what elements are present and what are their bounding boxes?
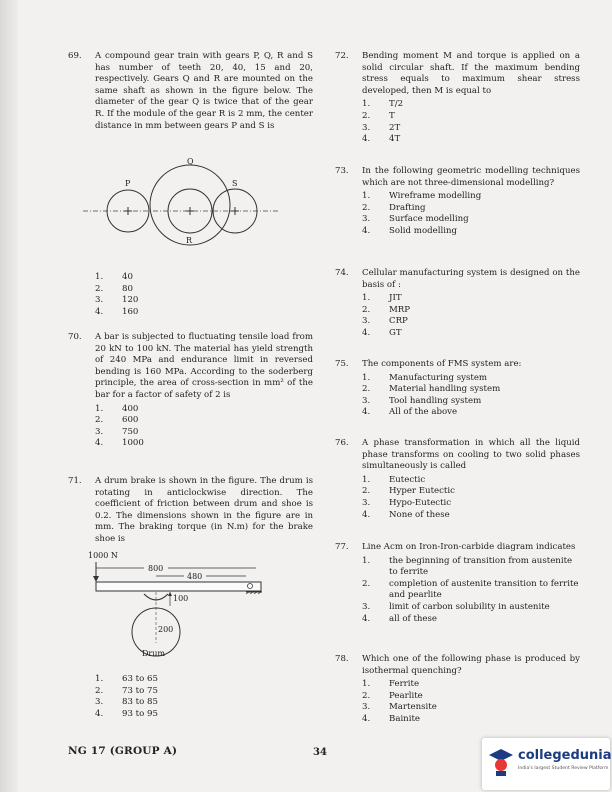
question-number: 73. bbox=[335, 166, 349, 176]
question-text: A bar is subjected to fluctuating tensile load from 20 kN to 100 kN. The material has yield strength of 240 MPa and endurance limit in reversed bending is 160 MPa. According to the soderberg principle, the area of cross-section in mm² of the bar for a factor of safety of 2 is bbox=[95, 332, 313, 400]
option[interactable]: 2. T bbox=[362, 110, 395, 121]
question-75 bbox=[335, 359, 580, 419]
option[interactable]: 1. the beginning of transition from austenite to ferrite bbox=[362, 555, 573, 578]
question-71 bbox=[68, 476, 313, 546]
option[interactable]: 2. Material handling system bbox=[362, 384, 501, 395]
dim-800: 800 bbox=[148, 564, 164, 573]
option[interactable]: 4. 1000 bbox=[95, 438, 144, 449]
question-text: A phase transformation in which all the liquid phase transforms on cooling to two solid phases simultaneously is called bbox=[362, 438, 580, 472]
page-edge bbox=[0, 0, 18, 792]
option[interactable]: 2. Drafting bbox=[362, 202, 426, 213]
option[interactable]: 1. 63 to 65 bbox=[95, 674, 158, 684]
option[interactable]: 1. T/2 bbox=[362, 99, 404, 110]
option[interactable]: 4. 93 to 95 bbox=[95, 708, 158, 719]
question-76 bbox=[335, 438, 580, 521]
question-number: 76. bbox=[335, 438, 349, 448]
gear-label-r: R bbox=[186, 236, 193, 245]
option[interactable]: 2. 73 to 75 bbox=[95, 685, 158, 696]
question-70-options bbox=[95, 404, 313, 450]
question-text: A drum brake is shown in the figure. The drum is rotating in anticlockwise direction. The coefficient of friction between drum and shoe is 0.2. The dimensions shown in the figure are in mm. The braking torque (in N.m) for the brake shoe is bbox=[95, 476, 313, 544]
dim-100: 100 bbox=[173, 594, 189, 603]
option[interactable]: 3. CRP bbox=[362, 316, 408, 327]
question-text: Cellular manufacturing system is designed on the basis of : bbox=[362, 268, 580, 290]
option[interactable]: 1. Eutectic bbox=[362, 474, 426, 485]
question-78 bbox=[335, 654, 580, 726]
option[interactable]: 3. Tool handling system bbox=[362, 395, 482, 406]
question-number: 78. bbox=[335, 654, 349, 664]
question-number: 69. bbox=[68, 51, 82, 61]
brand-name: collegedunia bbox=[518, 748, 612, 763]
question-77 bbox=[335, 542, 580, 625]
option[interactable]: 3. 83 to 85 bbox=[95, 697, 158, 708]
question-71-options bbox=[95, 674, 313, 720]
option[interactable]: 1. Ferrite bbox=[362, 679, 420, 690]
dim-200: 200 bbox=[158, 625, 174, 634]
dim-480: 480 bbox=[187, 572, 203, 581]
gear-label-q: Q bbox=[187, 158, 194, 166]
option[interactable]: 3. 2T bbox=[362, 122, 401, 133]
option[interactable]: 4. GT bbox=[362, 327, 402, 338]
option[interactable]: 4. Bainite bbox=[362, 713, 421, 724]
question-78-options bbox=[362, 679, 580, 725]
question-70 bbox=[68, 332, 313, 450]
question-74 bbox=[335, 268, 580, 340]
option[interactable]: 2. completion of austenite transition to ferrite and pearlite bbox=[362, 578, 579, 601]
question-text: A compound gear train with gears P, Q, R and S has number of teeth 20, 40, 15 and 20, respectively. Gears Q and R are mounted on the same shaft as shown in the figure below. The diameter of the gear Q is twice that of the gear R. If the module of the gear R is 2 mm, the center distance in mm between gears P and S is bbox=[95, 51, 313, 131]
option[interactable]: 2. Hyper Eutectic bbox=[362, 486, 455, 497]
option[interactable]: 3. 120 bbox=[95, 295, 139, 306]
gear-train-figure bbox=[83, 158, 288, 258]
option[interactable]: 2. 80 bbox=[95, 283, 133, 294]
option[interactable]: 4. None of these bbox=[362, 509, 450, 520]
question-text: Which one of the following phase is produced by isothermal quenching? bbox=[362, 654, 580, 676]
option[interactable]: 3. Hypo-Eutectic bbox=[362, 497, 452, 508]
question-76-options bbox=[362, 475, 580, 521]
option[interactable]: 2. Pearlite bbox=[362, 690, 423, 701]
force-label: 1000 N bbox=[88, 551, 118, 560]
option[interactable]: 4. 160 bbox=[95, 306, 139, 317]
option[interactable]: 1. 40 bbox=[95, 272, 133, 282]
option[interactable]: 3. Surface modelling bbox=[362, 214, 469, 225]
question-69 bbox=[68, 51, 313, 132]
question-text: The components of FMS system are: bbox=[362, 359, 522, 369]
question-number: 77. bbox=[335, 542, 349, 552]
option[interactable]: 4. All of the above bbox=[362, 407, 458, 418]
question-number: 74. bbox=[335, 268, 349, 278]
question-77-options bbox=[362, 556, 580, 626]
brand-tagline: India's largest Student Review Platform bbox=[518, 766, 609, 771]
option[interactable]: 1. 400 bbox=[95, 403, 139, 414]
question-text: Bending moment M and torque is applied on a solid circular shaft. If the maximum bending stress equals to maximum shear stress developed, then M is equal to bbox=[362, 51, 580, 96]
question-75-options bbox=[362, 373, 580, 419]
question-74-options bbox=[362, 293, 580, 339]
question-number: 70. bbox=[68, 332, 82, 342]
question-69-options bbox=[95, 272, 313, 318]
option[interactable]: 4. all of these bbox=[362, 613, 438, 624]
option[interactable]: 1. Wireframe modelling bbox=[362, 191, 482, 202]
question-text: Line Acm on Iron-Iron-carbide diagram indicates bbox=[362, 542, 576, 552]
option[interactable]: 3. 750 bbox=[95, 426, 139, 437]
drum-brake-figure bbox=[86, 548, 286, 668]
collegedunia-watermark[interactable] bbox=[482, 738, 610, 790]
paper-code: NG 17 (GROUP A) bbox=[68, 745, 178, 757]
question-72 bbox=[335, 51, 580, 146]
option[interactable]: 1. JIT bbox=[362, 293, 402, 304]
question-number: 71. bbox=[68, 476, 82, 486]
option[interactable]: 2. 600 bbox=[95, 415, 139, 426]
option[interactable]: 4. Solid modelling bbox=[362, 225, 457, 236]
option[interactable]: 1. Manufacturing system bbox=[362, 372, 488, 383]
question-number: 75. bbox=[335, 359, 349, 369]
page-number: 34 bbox=[313, 747, 327, 758]
graduate-logo-icon bbox=[488, 747, 514, 777]
option[interactable]: 3. limit of carbon solubility in austenite bbox=[362, 601, 550, 612]
drum-label: Drum bbox=[142, 649, 165, 658]
option[interactable]: 3. Martensite bbox=[362, 702, 437, 713]
question-73-options bbox=[362, 191, 580, 237]
option[interactable]: 2. MRP bbox=[362, 304, 411, 315]
question-72-options bbox=[362, 99, 580, 145]
option[interactable]: 4. 4T bbox=[362, 134, 401, 145]
question-text: In the following geometric modelling techniques which are not three-dimensional modelling? bbox=[362, 166, 580, 188]
gear-label-p: P bbox=[125, 179, 131, 188]
question-73 bbox=[335, 166, 580, 238]
gear-label-s: S bbox=[232, 179, 238, 188]
question-number: 72. bbox=[335, 51, 349, 61]
